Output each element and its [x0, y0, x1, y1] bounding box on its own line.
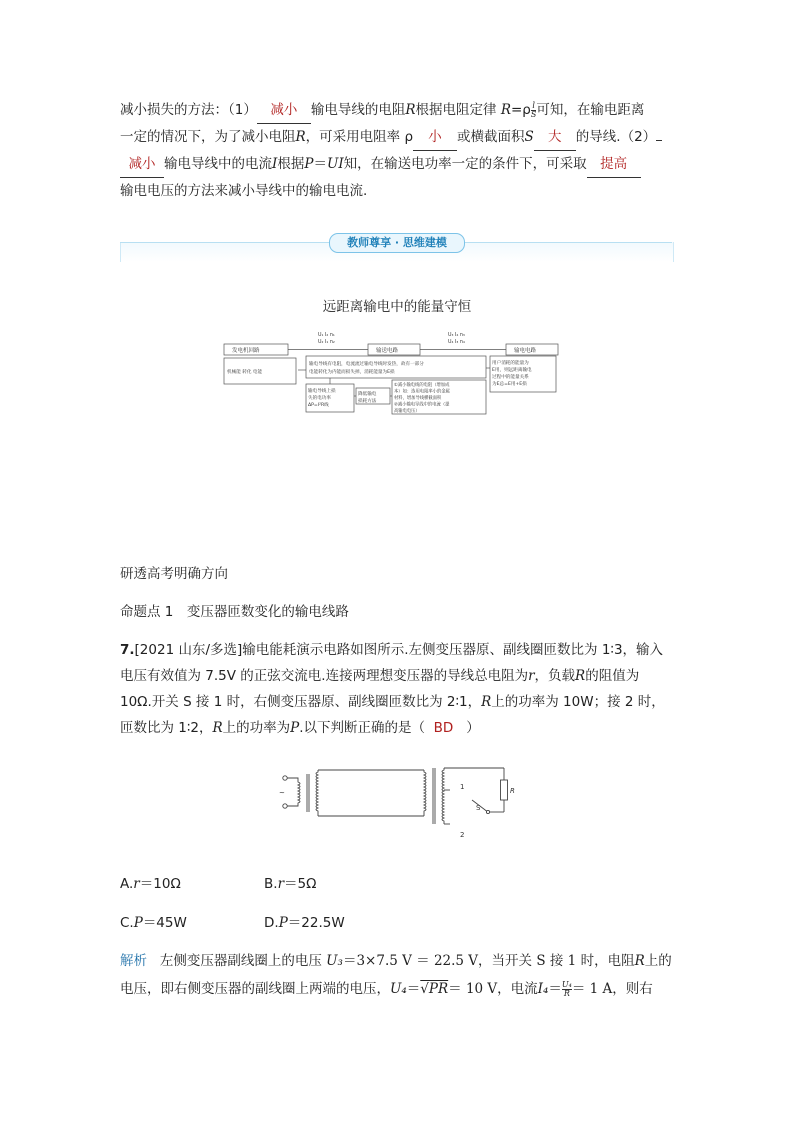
svg-text:降低输电: 降低输电 — [358, 392, 377, 397]
svg-text:电能转化为内能而损失掉，消耗能量为E损: 电能转化为内能而损失掉，消耗能量为E损 — [309, 370, 395, 375]
intro-paragraph — [120, 97, 680, 204]
ratio-1-top: U₁ I₂ n₁ — [318, 333, 335, 338]
diagram-title: 远距离输电中的能量守恒 — [322, 299, 472, 315]
current-fraction: $\frac{\text{U₄}}{R}$ — [561, 980, 572, 998]
svg-text:E用，则远距离输电: E用，则远距离输电 — [492, 368, 532, 373]
answer-blank-4: 减小 — [120, 151, 164, 178]
svg-text:ΔP=I²R线: ΔP=I²R线 — [308, 403, 329, 408]
proposition-point: 命题点 1 变压器匝数变化的输电线路 — [120, 604, 349, 620]
tap-2-label: 2 — [460, 831, 465, 839]
svg-text:用户消耗的能量为: 用户消耗的能量为 — [492, 361, 529, 366]
option-d[interactable]: D.P＝22.5W — [264, 915, 345, 931]
answer-blank-3: 大 — [534, 124, 576, 151]
svg-text:损耗方法: 损耗方法 — [358, 399, 377, 404]
sqrt-expression: √PR — [420, 981, 449, 997]
resistance-fraction: $\frac{l}{S}$ — [530, 100, 537, 119]
section-heading: 研透高考明确方向 — [120, 566, 228, 582]
svg-text:输电导线上损: 输电导线上损 — [308, 389, 336, 394]
svg-text:高输电电压）: 高输电电压） — [394, 409, 420, 414]
ratio-2-top: U₃ I₄ n₃ — [448, 333, 465, 338]
svg-text:输电导线有电阻，电流流过输电导线时发热，故有一部分: 输电导线有电阻，电流流过输电导线时发热，故有一部分 — [309, 362, 424, 367]
answer-blank-5: 提高 — [587, 151, 641, 178]
svg-text:①减小输电线的电阻（增加成: ①减小输电线的电阻（增加成 — [394, 383, 450, 388]
option-b[interactable]: B.r＝5Ω — [264, 876, 317, 892]
circuit-diagram — [276, 764, 530, 842]
svg-text:本）如：选用电阻率小的金属: 本）如：选用电阻率小的金属 — [394, 389, 450, 395]
svg-text:材料，增加导线横截面积: 材料，增加导线横截面积 — [394, 396, 442, 401]
svg-text:失的电功率: 失的电功率 — [308, 396, 331, 401]
energy-conservation-diagram — [222, 326, 572, 418]
answer-blank-1: 减小 — [257, 97, 311, 124]
switch-label: S — [476, 804, 481, 812]
question-number: 7. — [120, 642, 135, 658]
svg-text:②减小输电导线中的电流（提: ②减小输电导线中的电流（提 — [394, 402, 450, 408]
generator-label: 发电机回路 — [232, 348, 260, 354]
analysis-paragraph: 解析 左侧变压器副线圈上的电压 U₃＝3×7.5 V ＝ 22.5 V，当开关 S 接 1 时，电阻R上的 电压，即右侧变压器的副线圈上两端的电压，U₄＝√PR＝ 10 V，电流I₄＝ $\frac{\text{U₄}}{R}$ ＝ 1 A，则右 — [120, 953, 672, 998]
svg-text:为E总=E用+E损: 为E总=E用+E损 — [492, 382, 527, 387]
resistor-label: R — [510, 787, 515, 795]
transmission-label: 输送电路 — [376, 348, 399, 354]
svg-text:过程中的能量关系: 过程中的能量关系 — [492, 375, 529, 380]
ratio-1-bottom: U₂ I₁ n₂ — [318, 340, 335, 345]
option-a[interactable]: A.r＝10Ω — [120, 876, 181, 892]
intro-line-4: 输电电压的方法来减小导线中的输电电流. — [120, 183, 368, 199]
option-c[interactable]: C.P＝45W — [120, 915, 187, 931]
tap-1-label: 1 — [460, 783, 465, 791]
answer-key: BD — [433, 720, 454, 736]
intro-line-2: 一定的情况下，为了减小电阻R，可采用电阻率 ρ 小 或横截面积S 大 的导线.（2） — [120, 124, 680, 151]
ratio-2-bottom: U₄ I₃ n₄ — [448, 340, 465, 345]
intro-line-1: 减小损失的方法：（1） 减小 输电导线的电阻R根据电阻定律 R=ρ $\frac{l}{S}$ 可知，在输电距离 — [120, 97, 680, 124]
answer-blank-2: 小 — [413, 124, 457, 151]
question-7: 7.[2021 山东/多选]输电能耗演示电路如图所示.左侧变压器原、副线圈匝数比为 1∶3，输入 电压有效值为 7.5V 的正弦交流电.连接两理想变压器的导线总电阻为r，负载R的阻值为 10Ω.开关 S 接 1 时，右侧变压器原、副线圈匝数比为 2∶1，R上的功率为 10W；接 2 时， 匝数比为 1∶2，R上的功率为P.以下判断正确的是（ BD ） — [120, 642, 665, 736]
user-label: 输电电路 — [514, 348, 537, 354]
teacher-banner-label: 教师尊享 · 思维建模 — [329, 233, 465, 253]
energy-conversion-text: 机械能 转化 电能 — [227, 370, 263, 375]
analysis-tag: 解析 — [120, 953, 147, 969]
ac-source-symbol: ~ — [279, 789, 285, 797]
intro-line-3: 减小 输电导线中的电流I根据P＝UI知，在输送电功率一定的条件下，可采取 提高 — [120, 151, 680, 178]
